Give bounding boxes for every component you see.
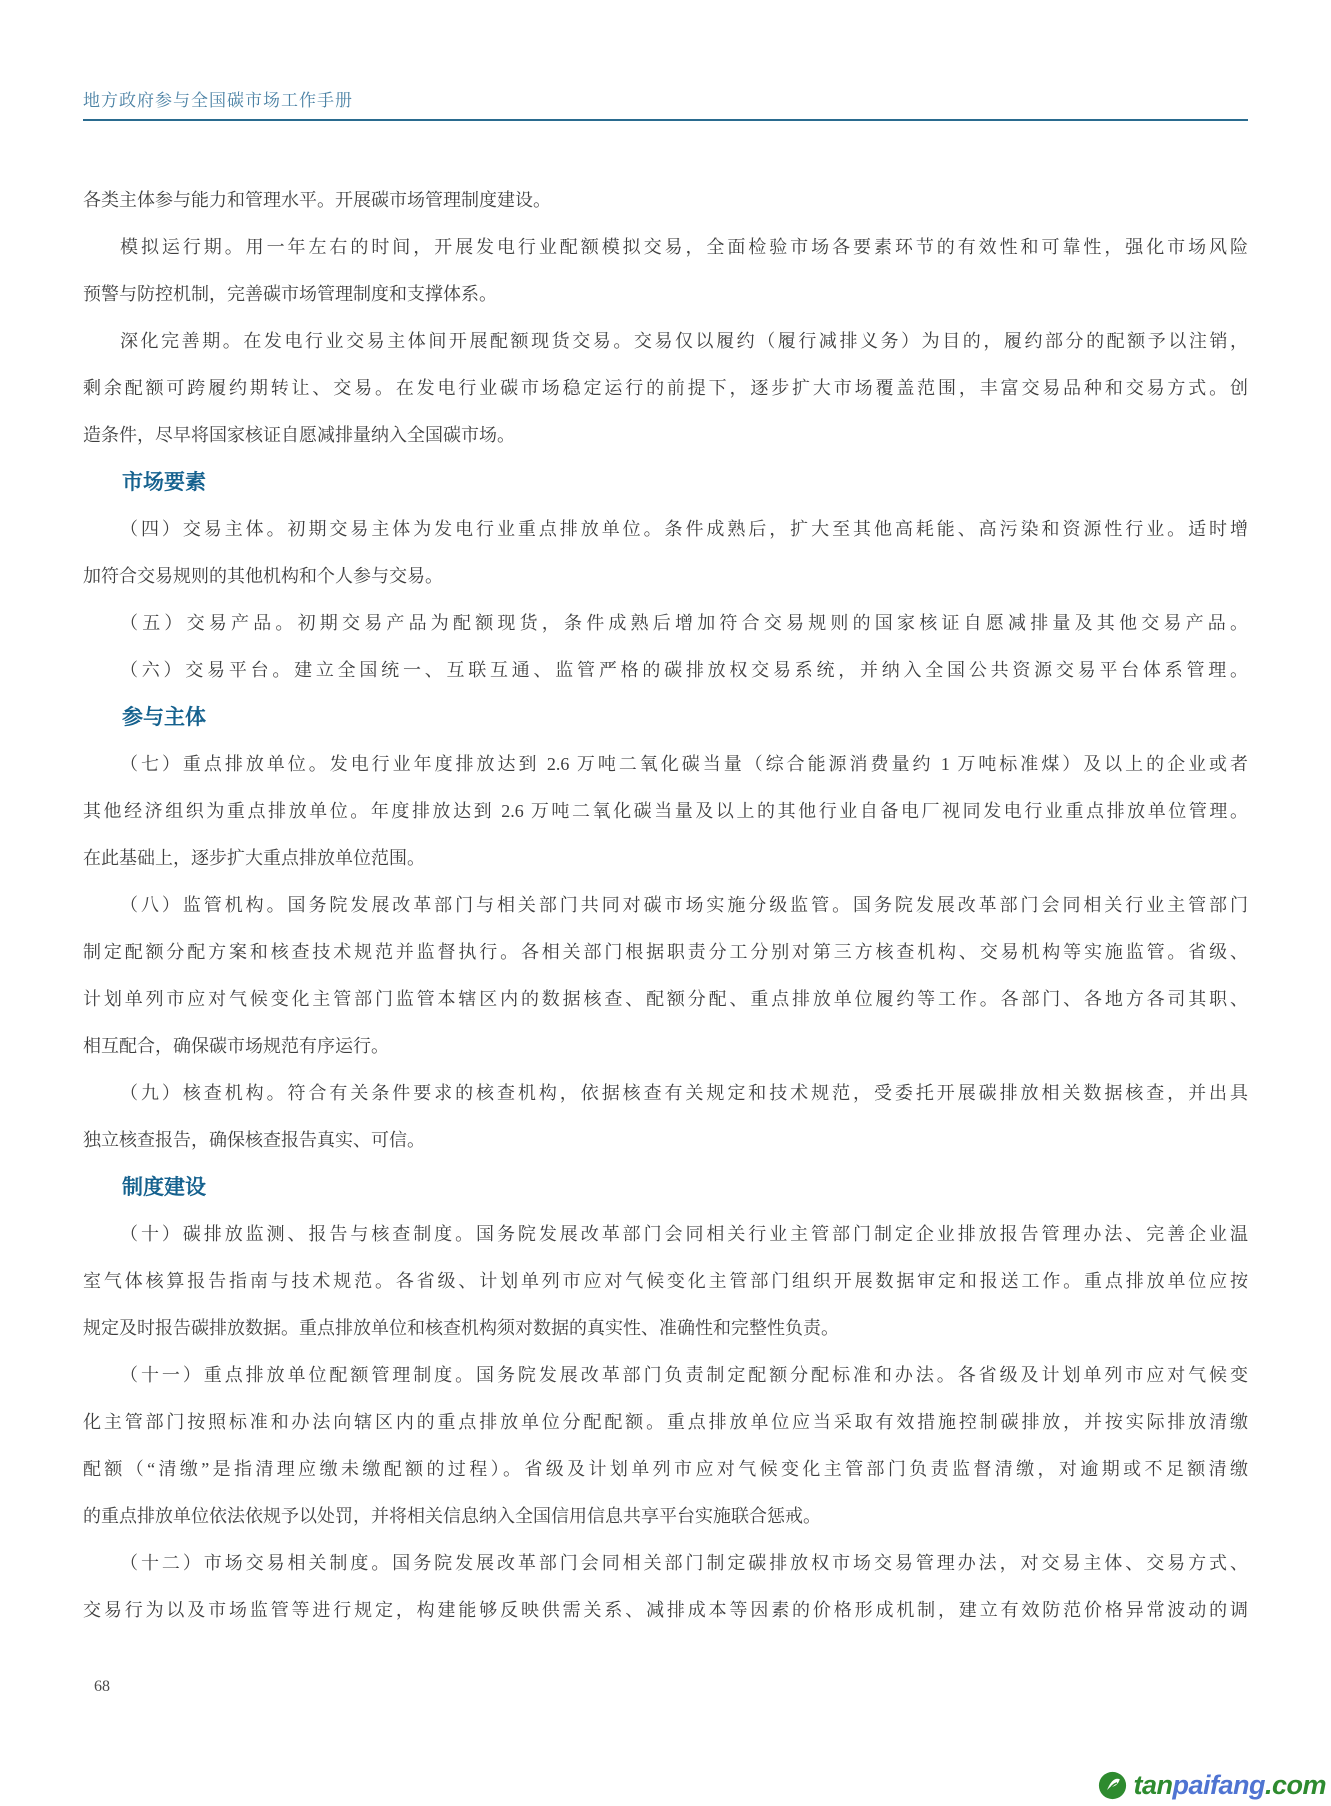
paragraph-line: 计划单列市应对气候变化主管部门监管本辖区内的数据核查、配额分配、重点排放单位履约等工作。各部门、各地方各司其职、 <box>83 989 1248 1009</box>
logo-text-paifang: paifang <box>1172 1770 1265 1800</box>
leaf-circle-icon <box>1098 1771 1127 1800</box>
document-title: 地方政府参与全国碳市场工作手册 <box>83 91 353 110</box>
paragraph-line: 相互配合，确保碳市场规范有序运行。 <box>83 1036 389 1056</box>
paragraph-line: 室气体核算报告指南与技术规范。各省级、计划单列市应对气候变化主管部门组织开展数据审定和报送工作。重点排放单位应按 <box>83 1271 1248 1291</box>
section-heading: 制度建设 <box>122 1176 206 1199</box>
paragraph-line: 加符合交易规则的其他机构和个人参与交易。 <box>83 566 443 586</box>
section-heading: 参与主体 <box>122 706 206 729</box>
paragraph-line: （五）交易产品。初期交易产品为配额现货，条件成熟后增加符合交易规则的国家核证自愿减排量及其他交易产品。 <box>120 613 1248 633</box>
paragraph-line: 规定及时报告碳排放数据。重点排放单位和核查机构须对数据的真实性、准确性和完整性负责。 <box>83 1318 839 1338</box>
paragraph-line: （六）交易平台。建立全国统一、互联互通、监管严格的碳排放权交易系统，并纳入全国公共资源交易平台体系管理。 <box>120 660 1248 680</box>
paragraph-line: 配额（“清缴”是指清理应缴未缴配额的过程）。省级及计划单列市应对气候变化主管部门负责监督清缴，对逾期或不足额清缴 <box>83 1459 1248 1479</box>
paragraph-line: （九）核查机构。符合有关条件要求的核查机构，依据核查有关规定和技术规范，受委托开展碳排放相关数据核查，并出具 <box>120 1083 1248 1103</box>
paragraph-line: （七）重点排放单位。发电行业年度排放达到 2.6 万吨二氧化碳当量（综合能源消费量约 1 万吨标准煤）及以上的企业或者 <box>120 754 1248 774</box>
paragraph-line: 的重点排放单位依法依规予以处罚，并将相关信息纳入全国信用信息共享平台实施联合惩戒。 <box>83 1506 821 1526</box>
paragraph-line: （八）监管机构。国务院发展改革部门与相关部门共同对碳市场实施分级监管。国务院发展改革部门会同相关行业主管部门 <box>120 895 1248 915</box>
paragraph-line: 深化完善期。在发电行业交易主体间开展配额现货交易。交易仅以履约（履行减排义务）为目的，履约部分的配额予以注销， <box>120 331 1248 351</box>
paragraph-line: 预警与防控机制，完善碳市场管理制度和支撑体系。 <box>83 284 497 304</box>
paragraph-line: 各类主体参与能力和管理水平。开展碳市场管理制度建设。 <box>83 190 551 210</box>
document-body <box>83 177 1248 1634</box>
paragraph-line: 造条件，尽早将国家核证自愿减排量纳入全国碳市场。 <box>83 425 515 445</box>
paragraph-line: （十）碳排放监测、报告与核查制度。国务院发展改革部门会同相关行业主管部门制定企业排放报告管理办法、完善企业温 <box>120 1224 1248 1244</box>
paragraph-line: 交易行为以及市场监管等进行规定，构建能够反映供需关系、减排成本等因素的价格形成机制，建立有效防范价格异常波动的调 <box>83 1600 1248 1620</box>
paragraph-line: （四）交易主体。初期交易主体为发电行业重点排放单位。条件成熟后，扩大至其他高耗能、高污染和资源性行业。适时增 <box>120 519 1248 539</box>
paragraph-line: 剩余配额可跨履约期转让、交易。在发电行业碳市场稳定运行的前提下，逐步扩大市场覆盖范围，丰富交易品种和交易方式。创 <box>83 378 1248 398</box>
logo-text-com: .com <box>1264 1770 1326 1800</box>
logo-text-tan: tan <box>1133 1770 1173 1800</box>
page-number: 68 <box>94 1678 110 1695</box>
paragraph-line: （十一）重点排放单位配额管理制度。国务院发展改革部门负责制定配额分配标准和办法。各省级及计划单列市应对气候变 <box>120 1365 1248 1385</box>
paragraph-line: 在此基础上，逐步扩大重点排放单位范围。 <box>83 848 425 868</box>
paragraph-line: 独立核查报告，确保核查报告真实、可信。 <box>83 1130 425 1150</box>
paragraph-line: （十二）市场交易相关制度。国务院发展改革部门会同相关部门制定碳排放权市场交易管理办法，对交易主体、交易方式、 <box>120 1553 1248 1573</box>
section-heading: 市场要素 <box>122 471 206 494</box>
paragraph-line: 化主管部门按照标准和办法向辖区内的重点排放单位分配配额。重点排放单位应当采取有效措施控制碳排放，并按实际排放清缴 <box>83 1412 1248 1432</box>
running-header <box>83 86 1248 121</box>
paragraph-line: 制定配额分配方案和核查技术规范并监督执行。各相关部门根据职责分工分别对第三方核查机构、交易机构等实施监管。省级、 <box>83 942 1248 962</box>
paragraph-line: 其他经济组织为重点排放单位。年度排放达到 2.6 万吨二氧化碳当量及以上的其他行业自备电厂视同发电行业重点排放单位管理。 <box>83 801 1248 821</box>
header-divider <box>83 119 1248 121</box>
site-watermark <box>1098 1770 1326 1801</box>
paragraph-line: 模拟运行期。用一年左右的时间，开展发电行业配额模拟交易，全面检验市场各要素环节的有效性和可靠性，强化市场风险 <box>120 237 1248 257</box>
